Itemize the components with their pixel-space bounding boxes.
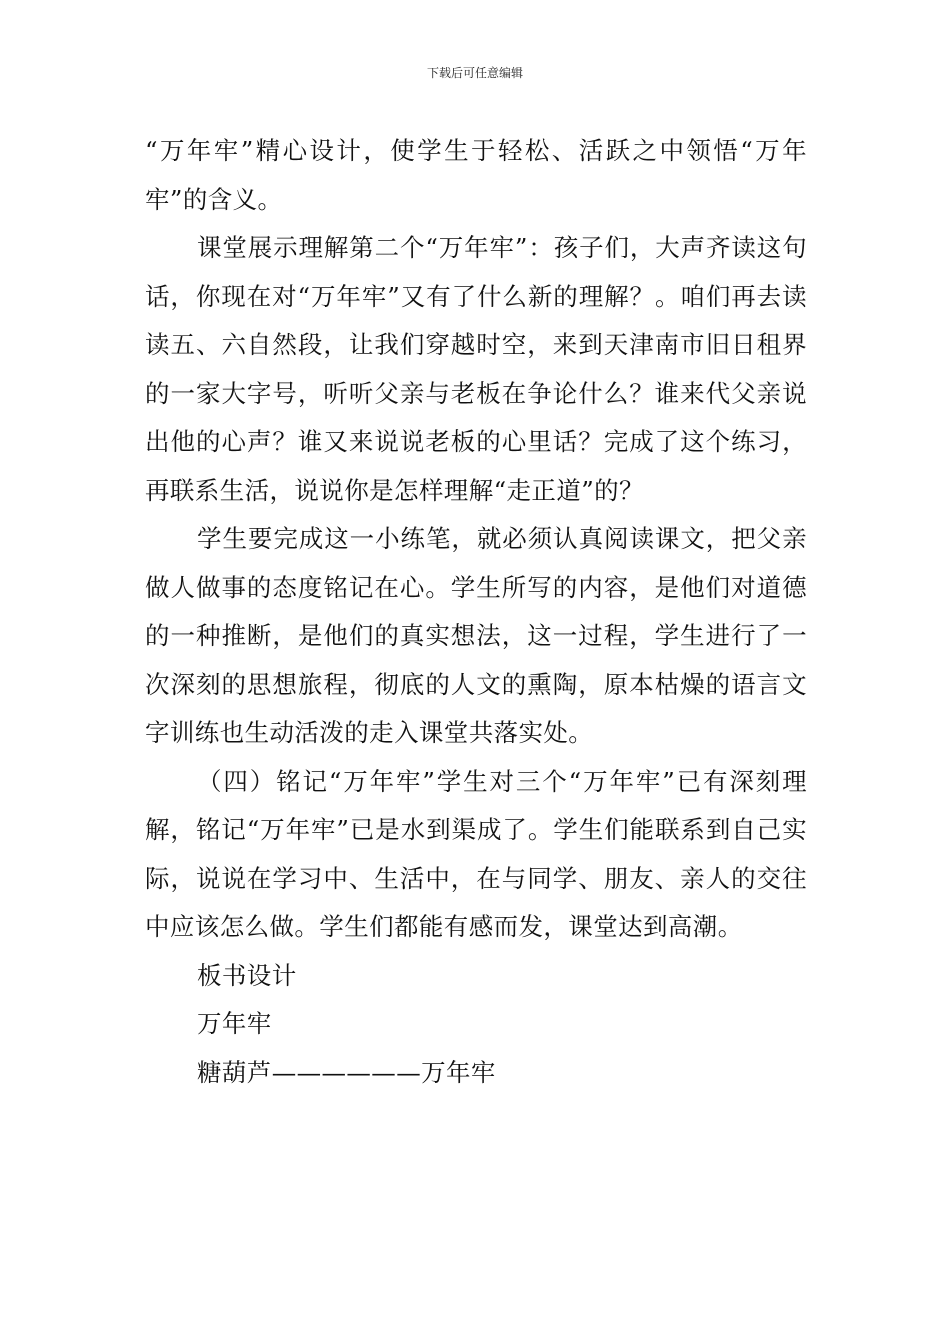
board-line: 糖葫芦——————万年牢 (197, 1057, 496, 1087)
paragraph-section-four: （四）铭记“万年牢”学生对三个“万年牢”已有深刻理解，铭记“万年牢”已是水到渠成了。学生们能联系到自己实际，说说在学习中、生活中，在与同学、朋友、亲人的交往中应该怎么做。学生们都能有感而发，课堂达到高潮。 (145, 766, 807, 941)
page-header: 下载后可任意编辑 (426, 66, 523, 80)
paragraph-student-writing: 学生要完成这一小练笔，就必须认真阅读课文，把父亲做人做事的态度铭记在心。学生所写的内容，是他们对道德的一种推断，是他们的真实想法，这一过程，学生进行了一次深刻的思想旅程，彻底的人文的熏陶，原本枯燥的语言文字训练也生动活泼的走入课堂共落实处。 (145, 524, 807, 747)
board-design-heading: 板书设计 (197, 960, 297, 990)
paragraph-classroom-display: 课堂展示理解第二个“万年牢”：孩子们，大声齐读这句话，你现在对“万年牢”又有了什么新的理解？。咱们再去读读五、六自然段，让我们穿越时空，来到天津南市旧日租界的一家大字号，听听父亲与老板在争论什么？谁来代父亲说出他的心声？谁又来说说老板的心里话？完成了这个练习，再联系生活，说说你是怎样理解“走正道”的？ (145, 233, 807, 505)
document-body (145, 127, 807, 1097)
board-title: 万年牢 (197, 1009, 272, 1038)
paragraph-intro: “万年牢”精心设计，使学生于轻松、活跃之中领悟“万年牢”的含义。 (145, 136, 807, 214)
